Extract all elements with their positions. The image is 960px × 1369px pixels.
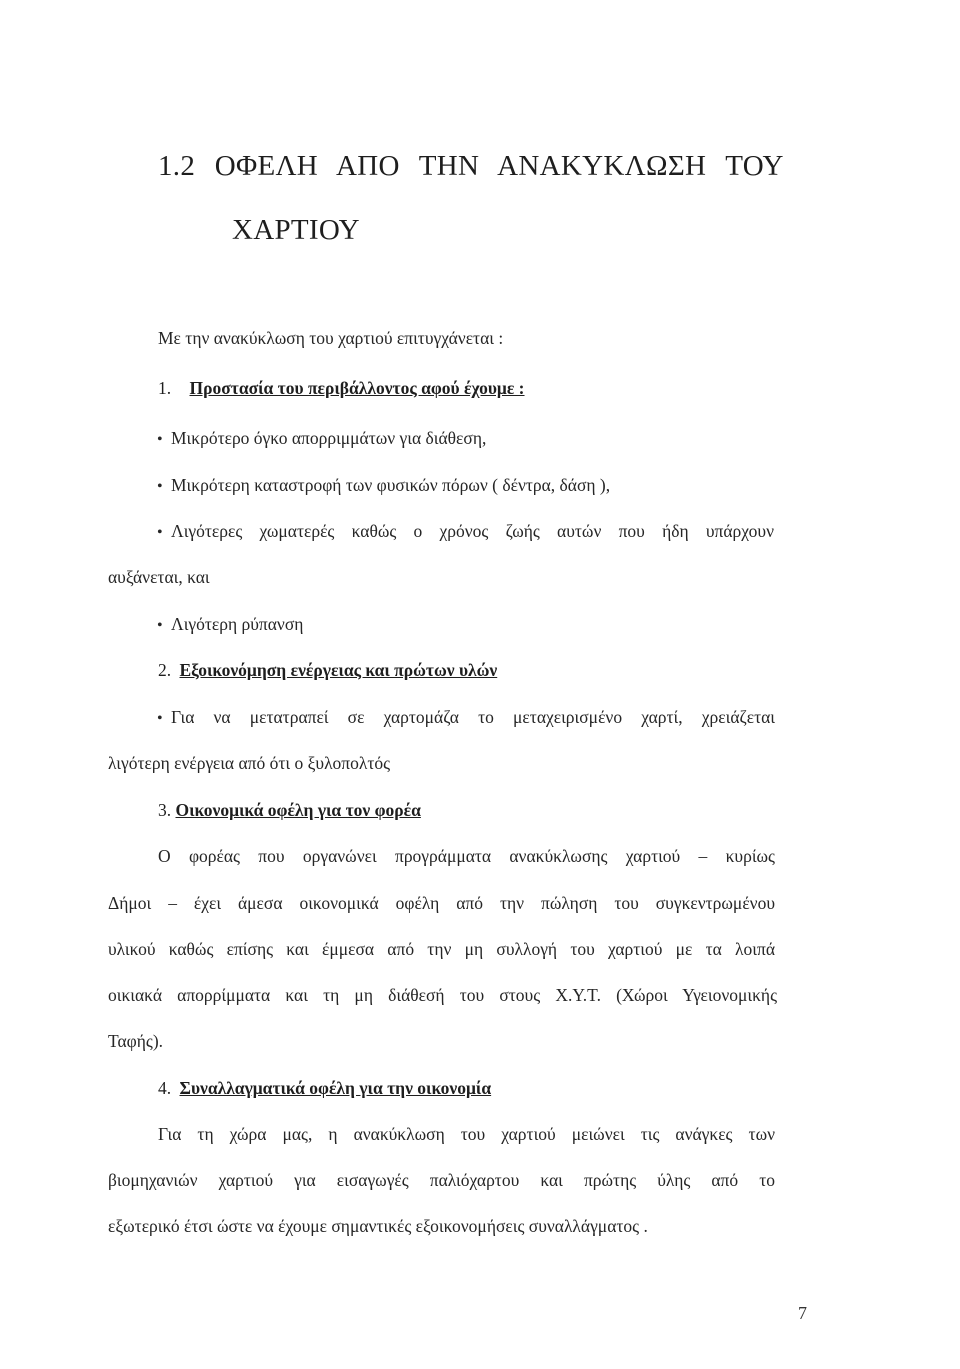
section-1-number: 1.: [158, 378, 172, 398]
section-4-number: 4.: [158, 1078, 172, 1098]
paragraph-line: Ταφής).: [108, 1031, 164, 1051]
section-2-heading: [158, 660, 497, 681]
list-item: • Λιγότερες χωματερές καθώς ο χρόνος ζωής αυτών που ήδη υπάρχουν: [157, 521, 774, 542]
page-title-line-2: ΧΑΡΤΙΟΥ: [232, 214, 360, 246]
section-3-heading: [158, 800, 421, 821]
page-title-line-1: 1.2 ΟΦΕΛΗ ΑΠΟ ΤΗΝ ΑΝΑΚΥΚΛΩΣΗ ΤΟΥ: [158, 150, 784, 182]
paragraph-line: Δήμοι – έχει άμεσα οικονομικά οφέλη από την πώληση του συγκεντρωμένου: [108, 893, 775, 913]
list-item: • Μικρότερο όγκο απορριμμάτων για διάθεση,: [157, 428, 486, 449]
paragraph-line: οικιακά απορρίμματα και τη μη διάθεσή του στους Χ.Υ.Τ. (Χώροι Υγειονομικής: [108, 985, 777, 1005]
section-4-title: Συναλλαγματικά οφέλη για την οικονομία: [179, 1078, 492, 1098]
list-item: • Για να μετατραπεί σε χαρτομάζα το μεταχειρισμένο χαρτί, χρειάζεται: [157, 707, 775, 728]
list-item-continuation: αυξάνεται, και: [108, 567, 210, 587]
section-3-title: Οικονομικά οφέλη για τον φορέα: [175, 800, 421, 820]
list-item: • Μικρότερη καταστροφή των φυσικών πόρων ( δέντρα, δάση ),: [157, 475, 610, 496]
section-2-title: Εξοικονόμηση ενέργειας και πρώτων υλών: [179, 660, 498, 680]
paragraph-line: Για τη χώρα μας, η ανακύκλωση του χαρτιού μειώνει τις ανάγκες των: [158, 1124, 775, 1144]
paragraph-line: εξωτερικό έτσι ώστε να έχουμε σημαντικές εξοικονομήσεις συναλλάγματος .: [108, 1216, 648, 1236]
list-item-continuation: λιγότερη ενέργεια από ότι ο ξυλοπολτός: [108, 753, 391, 773]
paragraph-line: βιομηχανιών χαρτιού για εισαγωγές παλιόχαρτου και πρώτης ύλης από το: [108, 1170, 775, 1190]
section-1-title: Προστασία του περιβάλλοντος αφού έχουμε :: [189, 378, 525, 398]
page-number: 7: [798, 1303, 807, 1323]
section-2-number: 2.: [158, 660, 172, 680]
paragraph-line: υλικού καθώς επίσης και έμμεσα από την μη συλλογή του χαρτιού με τα λοιπά: [108, 939, 775, 959]
section-3-number: 3.: [158, 800, 172, 820]
list-item: • Λιγότερη ρύπανση: [157, 614, 303, 635]
intro-text: Με την ανακύκλωση του χαρτιού επιτυγχάνεται :: [158, 328, 504, 348]
paragraph-line: Ο φορέας που οργανώνει προγράμματα ανακύκλωσης χαρτιού – κυρίως: [158, 846, 775, 866]
section-4-heading: [158, 1078, 491, 1099]
section-1-heading: [158, 378, 525, 399]
